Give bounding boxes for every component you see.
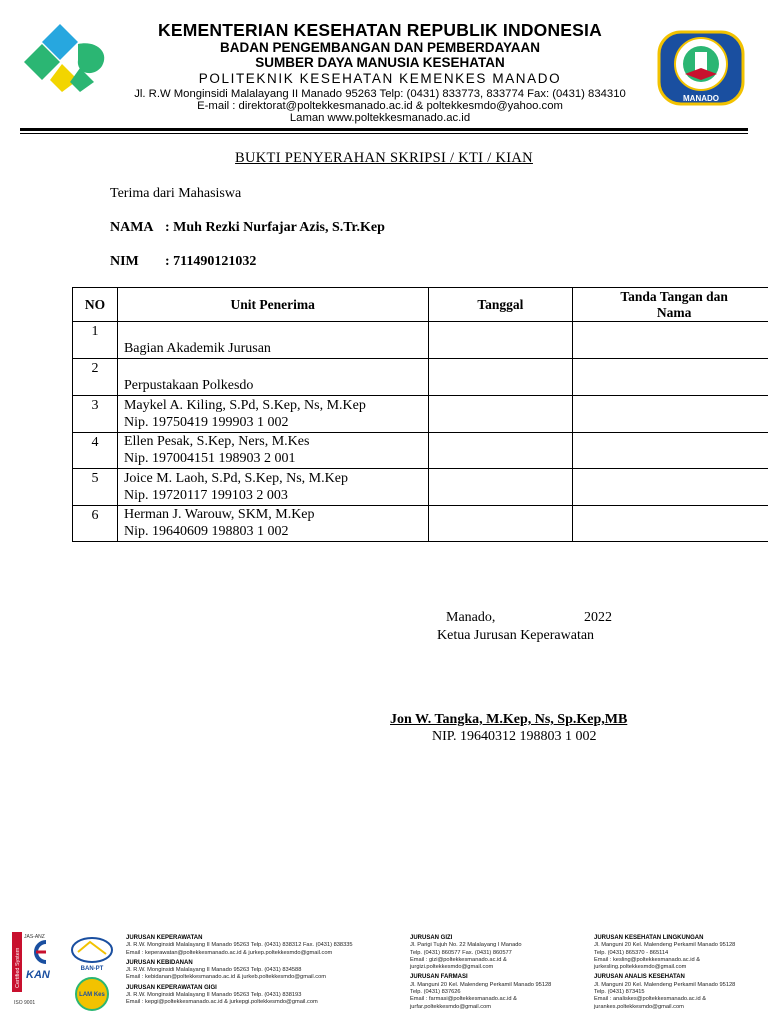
row-unit-line1: Joice M. Laoh, S.Pd, S.Kep, Ns, M.Kep <box>123 470 348 486</box>
school-email: E-mail : direktorat@poltekkesmanado.ac.id & poltekkesmdo@yahoo.com <box>197 100 563 112</box>
poltekkes-seal-icon <box>655 28 747 108</box>
table-row <box>73 396 768 433</box>
letterhead-rule-thin <box>20 133 748 134</box>
footer-dept-line: Telp. (0431) 860577 Fax. (0431) 860577 <box>410 949 512 956</box>
footer-dept-line: Email : analiskes@poltekkesmanado.ac.id & <box>594 996 706 1003</box>
row-date-cell <box>428 432 573 469</box>
letterhead-rule-thick <box>20 128 748 131</box>
signoff-city: Manado, <box>446 610 496 625</box>
row-no: 4 <box>73 432 118 469</box>
row-signature-cell <box>573 322 768 359</box>
agency-name-line2: SUMBER DAYA MANUSIA KESEHATAN <box>255 55 505 70</box>
row-unit <box>117 432 428 469</box>
row-date-cell <box>428 505 573 542</box>
badge-cert-label: Certified System <box>15 947 21 988</box>
student-nim-label: NIM <box>110 254 139 269</box>
row-signature-cell <box>573 396 768 433</box>
row-signature-cell <box>573 505 768 542</box>
table-row <box>73 469 768 506</box>
footer-dept-line: Jl. Parigi Tujuh No. 22 Malalayang I Manado <box>410 942 522 949</box>
row-signature-cell <box>573 359 768 396</box>
row-signature-cell <box>573 432 768 469</box>
row-unit <box>117 396 428 433</box>
student-name-value: : Muh Rezki Nurfajar Azis, S.Tr.Kep <box>165 220 385 235</box>
row-unit-line1: Herman J. Warouw, SKM, M.Kep <box>123 507 315 523</box>
row-unit-line1: Perpustakaan Polkesdo <box>123 378 254 393</box>
badge-ban-label: BAN-PT <box>80 966 104 972</box>
footer-dept-line: jurgizi.poltekkesmdo@gmail.com <box>410 964 494 971</box>
header-signature-line2: Nama <box>656 304 692 320</box>
footer-col-3 <box>594 935 764 1011</box>
table-row <box>73 432 768 469</box>
footer-dept-line: Email : kebidanan@poltekkesmanado.ac.id & jurkeb.poltekkesmdo@gmail.com <box>126 974 326 981</box>
student-name-field <box>110 220 385 236</box>
footer-dept-line: Email : farmasi@poltekkesmanado.ac.id & <box>410 996 517 1003</box>
footer-col-1 <box>126 935 401 1007</box>
footer-dept-line: Jl. Manguni 20 Kel. Malendeng Perkamil Manado 95128 <box>594 981 736 988</box>
footer-dept-heading: JURUSAN KESEHATAN LINGKUNGAN <box>594 935 704 941</box>
badge-lam-label: LAM Kes <box>79 992 105 998</box>
receipt-table <box>72 287 768 542</box>
row-unit <box>117 469 428 506</box>
footer-dept-heading: JURUSAN GIZI <box>410 935 453 941</box>
footer-dept-line: Email : kesling@poltekkesmanado.ac.id & <box>594 956 700 963</box>
row-unit-line1: Bagian Akademik Jurusan <box>123 341 271 356</box>
footer-dept-heading: JURUSAN KEBIDANAN <box>126 959 193 966</box>
row-unit-line1: Ellen Pesak, S.Kep, Ners, M.Kes <box>123 434 310 450</box>
row-unit <box>117 322 428 359</box>
row-unit-line2: Nip. 19750419 199903 1 002 <box>123 414 289 430</box>
table-row <box>73 322 768 359</box>
agency-name-line1: BADAN PENGEMBANGAN DAN PEMBERDAYAAN <box>219 40 541 55</box>
footer-dept-heading: JURUSAN ANALIS KESEHATAN <box>594 974 685 981</box>
row-unit-line2: Nip. 19640609 198803 1 002 <box>123 524 289 540</box>
footer-dept-line: Telp. (0431) 865370 - 865114 <box>594 949 669 956</box>
footer-dept-heading: JURUSAN FARMASI <box>410 974 468 981</box>
row-unit-line1: Maykel A. Kiling, S.Pd, S.Kep, Ns, M.Kep <box>123 397 366 413</box>
footer-dept-line: Jl. R.W. Monginsidi Malalayang II Manado 95263 Telp. (0431) 834588 <box>126 967 302 974</box>
kemenkes-logo-icon <box>20 22 112 94</box>
footer-dept-line: Telp. (0431) 837626 <box>410 989 461 996</box>
row-date-cell <box>428 322 573 359</box>
signoff-role: Ketua Jurusan Keperawatan <box>437 628 595 643</box>
footer-dept-line: Jl. Manguni 20 Kel. Malendeng Perkamil Manado 95128 <box>594 942 736 949</box>
student-nim-value: : 711490121032 <box>165 254 257 269</box>
footer-dept-heading: JURUSAN KEPERAWATAN <box>126 935 203 941</box>
badge-iso-label: ISO 9001 <box>14 1000 36 1006</box>
footer-dept-line: Jl. Manguni 20 Kel. Malendeng Perkamil Manado 95128 <box>410 981 552 988</box>
document-title: BUKTI PENYERAHAN SKRIPSI / KTI / KIAN <box>235 150 533 166</box>
footer-dept-line: Jl. R.W. Monginsidi Malalayang II Manado 95263 Telp. (0431) 838312 Fax. (0431) 838335 <box>126 942 353 949</box>
row-no: 3 <box>73 396 118 433</box>
student-name-label: NAMA <box>110 220 154 235</box>
badge-kan-label: KAN <box>26 969 50 981</box>
seal-city-label: MANADO <box>683 94 719 103</box>
footer-dept-line: jurfar.poltekkesmdo@gmail.com <box>410 1003 492 1010</box>
header-unit: Unit Penerima <box>117 288 428 322</box>
footer-dept-line: Email : keperawatan@poltekkesmanado.ac.id & jurkep.poltekkesmdo@gmail.com <box>126 949 333 956</box>
row-unit-line2: Nip. 19720117 199103 2 003 <box>123 487 288 503</box>
row-no: 2 <box>73 359 118 396</box>
row-no: 6 <box>73 505 118 542</box>
row-date-cell <box>428 359 573 396</box>
school-name: POLITEKNIK KESEHATAN KEMENKES MANADO <box>198 71 562 86</box>
school-website: Laman www.poltekkesmanado.ac.id <box>289 112 471 124</box>
intro-text: Terima dari Mahasiswa <box>110 186 242 201</box>
footer-dept-line: Jl. R.W. Monginsidi Malalayang II Manado 95263 Telp. (0431) 838193 <box>126 992 302 999</box>
student-nim-field <box>110 254 256 270</box>
table-row <box>73 505 768 542</box>
header-date: Tanggal <box>428 288 573 322</box>
school-address: Jl. R.W Monginsidi Malalayang II Manado 95263 Telp: (0431) 833773, 833774 Fax: (0431) 834310 <box>134 88 626 100</box>
accreditation-badges-icon <box>12 928 122 1016</box>
footer-dept-line: Email : gizi@poltekkesmanado.ac.id & <box>410 956 507 963</box>
header-no: NO <box>73 288 118 322</box>
table-row <box>73 359 768 396</box>
footer-dept-heading: JURUSAN KEPERAWATAN GIGI <box>126 984 217 991</box>
row-no: 5 <box>73 469 118 506</box>
footer-col-2 <box>410 935 590 1011</box>
row-unit-line2: Nip. 197004151 198903 2 001 <box>123 451 296 467</box>
header-signature <box>573 288 768 322</box>
row-unit <box>117 359 428 396</box>
row-no: 1 <box>73 322 118 359</box>
row-unit <box>117 505 428 542</box>
row-signature-cell <box>573 469 768 506</box>
row-date-cell <box>428 469 573 506</box>
table-header-row <box>73 288 768 322</box>
signatory-name: Jon W. Tangka, M.Kep, Ns, Sp.Kep,MB <box>390 712 628 727</box>
signoff-year: 2022 <box>584 610 612 625</box>
footer-dept-line: Email : kepgi@poltekkesmanado.ac.id & jurkepgi.poltekkesmdo@gmail.com <box>126 999 318 1006</box>
footer-dept-line: jurkesling.poltekkesmdo@gmail.com <box>594 964 687 971</box>
row-date-cell <box>428 396 573 433</box>
footer-dept-line: Telp. (0431) 873415 <box>594 989 645 996</box>
ministry-name: KEMENTERIAN KESEHATAN REPUBLIK INDONESIA <box>158 20 602 40</box>
signatory-nip: NIP. 19640312 198803 1 002 <box>432 729 597 744</box>
footer-dept-line: jurankes.poltekkesmdo@gmail.com <box>594 1003 684 1010</box>
header-signature-line1: Tanda Tangan dan <box>620 288 728 304</box>
badge-jas-label: JAS-ANZ <box>24 934 45 940</box>
